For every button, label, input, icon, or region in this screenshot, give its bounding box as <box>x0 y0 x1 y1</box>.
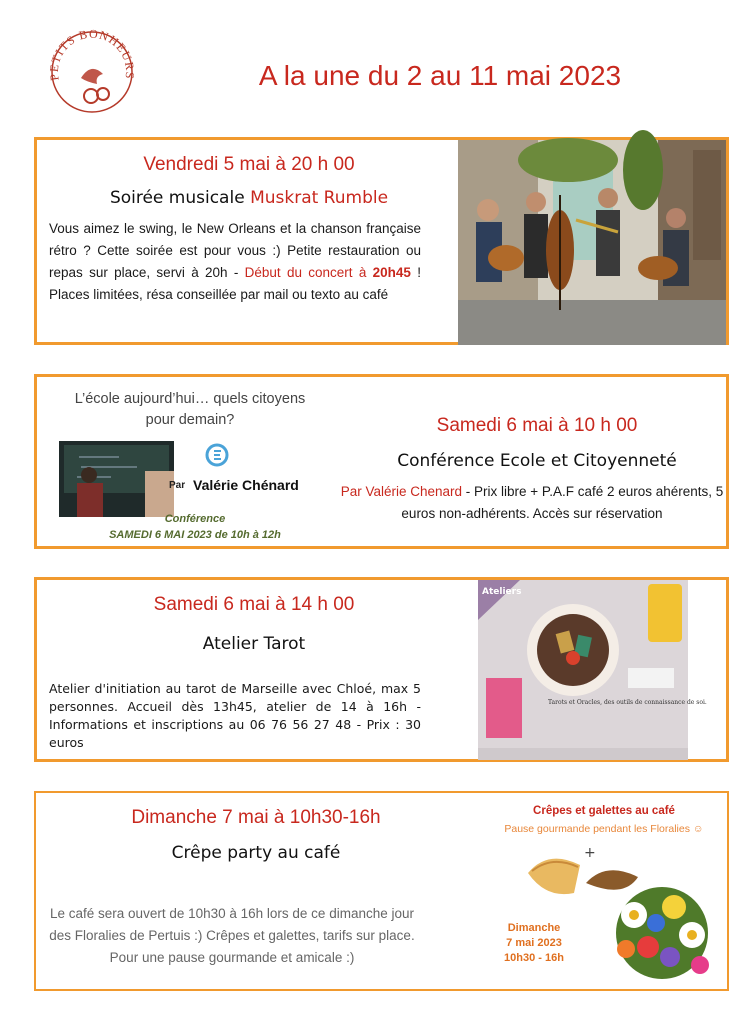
flyer-date-text: 7 mai 2023 <box>506 937 562 949</box>
flyer-title: Crêpes et galettes au café <box>533 805 675 817</box>
event-title-prefix: Soirée musicale <box>109 188 251 208</box>
desc-part-a: Vous aimez le swing, le New Orleans et la chanson française rétro ? Cette soirée est pour vous :) Petite restauration ou repas sur place, servi à 20h - <box>49 221 421 280</box>
event-title: Conférence Ecole et Citoyenneté <box>397 451 677 471</box>
event-date: Dimanche 7 mai à 10h30-16h <box>131 807 381 828</box>
desc-red-bold: 20h45 <box>372 265 411 280</box>
event-date: Samedi 6 mai à 14 h 00 <box>153 594 355 615</box>
poster-label: Ateliers <box>482 587 522 597</box>
event-title <box>49 188 449 208</box>
event-title-band: Muskrat Rumble <box>250 188 389 208</box>
event-description: Le café sera ouvert de 10h30 à 16h lors de ce dimanche jour des Floralies de Pertuis :) Crêpes et galettes, tarifs sur place. Pour une pause gourmande et amicale :) <box>49 906 415 965</box>
poster-title: L’école aujourd’hui… quels citoyens pour demain? <box>74 391 306 428</box>
event-card-crepes <box>34 791 729 991</box>
flyer-date <box>488 921 580 966</box>
event-title: Crêpe party au café <box>171 843 341 863</box>
poster-tagline: Tarots et Oracles, des outils de connaissance de soi. <box>548 699 707 706</box>
event-date: Vendredi 5 mai à 20 h 00 <box>143 154 355 175</box>
classroom-photo <box>59 441 174 517</box>
event-description <box>49 218 421 306</box>
event-card-conference <box>34 374 729 549</box>
flower-bouquet-illustration <box>604 877 722 987</box>
event-date: Samedi 6 mai à 10 h 00 <box>436 415 638 436</box>
logo-text: PETITS BONHEURS <box>46 28 138 82</box>
event-card-concert <box>34 137 729 345</box>
poster-conference-info <box>75 511 315 543</box>
conference-poster <box>45 383 330 543</box>
event-description: Atelier d'initiation au tarot de Marseille avec Chloé, max 5 personnes. Accueil dès 13h45, atelier de 14 à 16h - Informations et inscriptions au 06 76 56 27 48 - Prix : 30 euros <box>49 681 421 750</box>
event-card-tarot <box>34 577 729 762</box>
desc-text: - Prix libre + P.A.F café 2 euros ahérents, 5 euros non-adhérents. Accès sur réservation <box>401 484 724 521</box>
band-photo <box>458 140 726 345</box>
cafe-logo <box>45 28 140 116</box>
flyer-day: Dimanche <box>507 922 561 934</box>
crepes-flyer <box>484 799 724 989</box>
poster-par: Par <box>169 480 186 491</box>
tarot-poster <box>478 580 707 760</box>
desc-speaker: Par Valérie Chenard <box>340 484 463 499</box>
flyer-time: 10h30 - 16h <box>504 952 564 964</box>
page-title: A la une du 2 au 11 mai 2023 <box>258 60 622 91</box>
poster-speaker: Valérie Chénard <box>193 477 299 493</box>
desc-part-b: ! Places limitées, résa conseillée par mail ou texto au café <box>49 265 421 302</box>
poster-conf-when: SAMEDI 6 MAI 2023 de 10h à 12h <box>109 529 281 541</box>
event-title: Atelier Tarot <box>202 634 306 654</box>
poster-conf-label: Conférence <box>164 513 226 525</box>
edu-logo-icon <box>205 443 229 467</box>
desc-red: Début du concert à <box>244 265 373 280</box>
svg-text:+: + <box>584 845 596 861</box>
event-description <box>337 481 727 525</box>
flyer-subtitle: Pause gourmande pendant les Floralies ☺ <box>504 823 704 835</box>
